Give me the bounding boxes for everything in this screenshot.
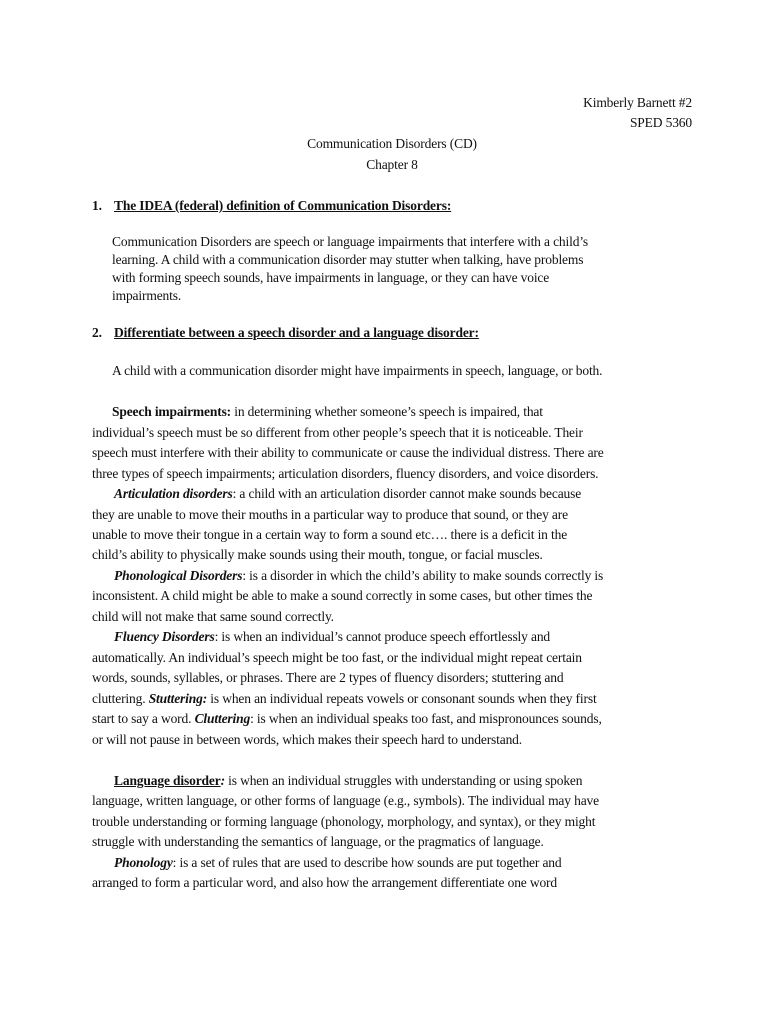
phonological-line-3: child will not make that same sound correctly. <box>92 609 334 624</box>
speech-line-3: speech must interfere with their ability to communicate or cause the individual distress. There are <box>92 445 604 460</box>
speech-line-2: individual’s speech must be so different from other people’s speech that it is noticeable. Their <box>92 425 583 440</box>
chapter-line: Chapter 8 <box>366 157 418 172</box>
articulation-line-1 <box>92 484 692 504</box>
articulation-term: Articulation disorders <box>114 486 233 501</box>
language-line-2: language, written language, or other forms of language (e.g., symbols). The individual may have <box>92 793 599 808</box>
phonological-line-2: inconsistent. A child might be able to make a sound correctly in some cases, but other times the <box>92 588 593 603</box>
phonological-line-1 <box>92 566 692 586</box>
articulation-line-1-text: : a child with an articulation disorder cannot make sounds because <box>232 486 582 501</box>
q1-answer-line-3: with forming speech sounds, have impairments in language, or they can have voice <box>112 270 550 285</box>
question-1-heading <box>92 196 692 216</box>
fluency-line-4 <box>92 689 692 709</box>
q1-answer-line-2: learning. A child with a communication disorder may stutter when talking, have problems <box>112 252 584 267</box>
language-line-4: struggle with understanding the semantics of language, or the pragmatics of language. <box>92 834 544 849</box>
course-line: SPED 5360 <box>629 115 692 130</box>
speech-line-4: three types of speech impairments; articulation disorders, fluency disorders, and voice disorders. <box>92 466 599 481</box>
question-1-number: 1. <box>92 198 102 213</box>
phonology-line-1-text: : is a set of rules that are used to describe how sounds are put together and <box>172 855 562 870</box>
language-line-1 <box>92 771 692 791</box>
document-title: Communication Disorders (CD) <box>307 136 477 151</box>
fluency-line-5-text: start to say a word. <box>92 711 195 726</box>
phonology-line-2: arranged to form a particular word, and also how the arrangement differentiate one word <box>92 875 558 890</box>
speech-line-1-text: in determining whether someone’s speech is impaired, that <box>231 404 543 419</box>
question-1-heading-text: The IDEA (federal) definition of Communication Disorders: <box>114 198 452 213</box>
language-disorder-colon: : <box>220 773 225 788</box>
fluency-line-6: or will not pause in between words, which makes their speech hard to understand. <box>92 732 523 747</box>
question-2-number: 2. <box>92 325 102 340</box>
phonology-term: Phonology <box>114 855 173 870</box>
fluency-line-1-text: : is when an individual’s cannot produce speech effortlessly and <box>214 629 551 644</box>
speech-impairments-term: Speech impairments: <box>112 404 232 419</box>
stuttering-term: Stuttering: <box>148 691 208 706</box>
phonology-line-1 <box>92 853 692 873</box>
fluency-line-3: words, sounds, syllables, or phrases. There are 2 types of fluency disorders; stuttering and <box>92 670 564 685</box>
articulation-line-2: they are unable to move their mouths in a particular way to produce that sound, or they are <box>92 507 568 522</box>
articulation-line-3: unable to move their tongue in a certain way to form a sound etc…. there is a deficit in the <box>92 527 568 542</box>
question-2-heading-text: Differentiate between a speech disorder and a language disorder: <box>114 325 479 340</box>
q1-answer-line-1: Communication Disorders are speech or language impairments that interfere with a child’s <box>112 234 589 249</box>
fluency-line-2: automatically. An individual’s speech might be too fast, or the individual might repeat certain <box>92 650 582 665</box>
phonological-term: Phonological Disorders <box>114 568 243 583</box>
speech-line-1 <box>92 402 692 422</box>
question-2-heading <box>92 323 692 343</box>
phonological-line-1-text: : is a disorder in which the child’s ability to make sounds correctly is <box>242 568 604 583</box>
fluency-line-4-text: cluttering. <box>92 691 149 706</box>
fluency-line-1 <box>92 627 692 647</box>
language-line-1-text: is when an individual struggles with understanding or using spoken <box>224 773 583 788</box>
language-line-3: trouble understanding or forming language (phonology, morphology, and syntax), or they might <box>92 814 596 829</box>
fluency-line-5 <box>92 709 692 729</box>
language-disorder-term: Language disorder <box>114 773 221 788</box>
articulation-line-4: child’s ability to physically make sounds using their mouth, tongue, or facial muscles. <box>92 547 543 562</box>
cluttering-text: : is when an individual speaks too fast, and mispronounces sounds, <box>250 711 602 726</box>
cluttering-term: Cluttering <box>194 711 251 726</box>
stuttering-text: is when an individual repeats vowels or consonant sounds when they first <box>207 691 597 706</box>
q1-answer-line-4: impairments. <box>112 288 182 303</box>
author-line: Kimberly Barnett #2 <box>583 95 692 110</box>
q2-intro-line: A child with a communication disorder might have impairments in speech, language, or both. <box>112 363 603 378</box>
fluency-term: Fluency Disorders <box>114 629 215 644</box>
